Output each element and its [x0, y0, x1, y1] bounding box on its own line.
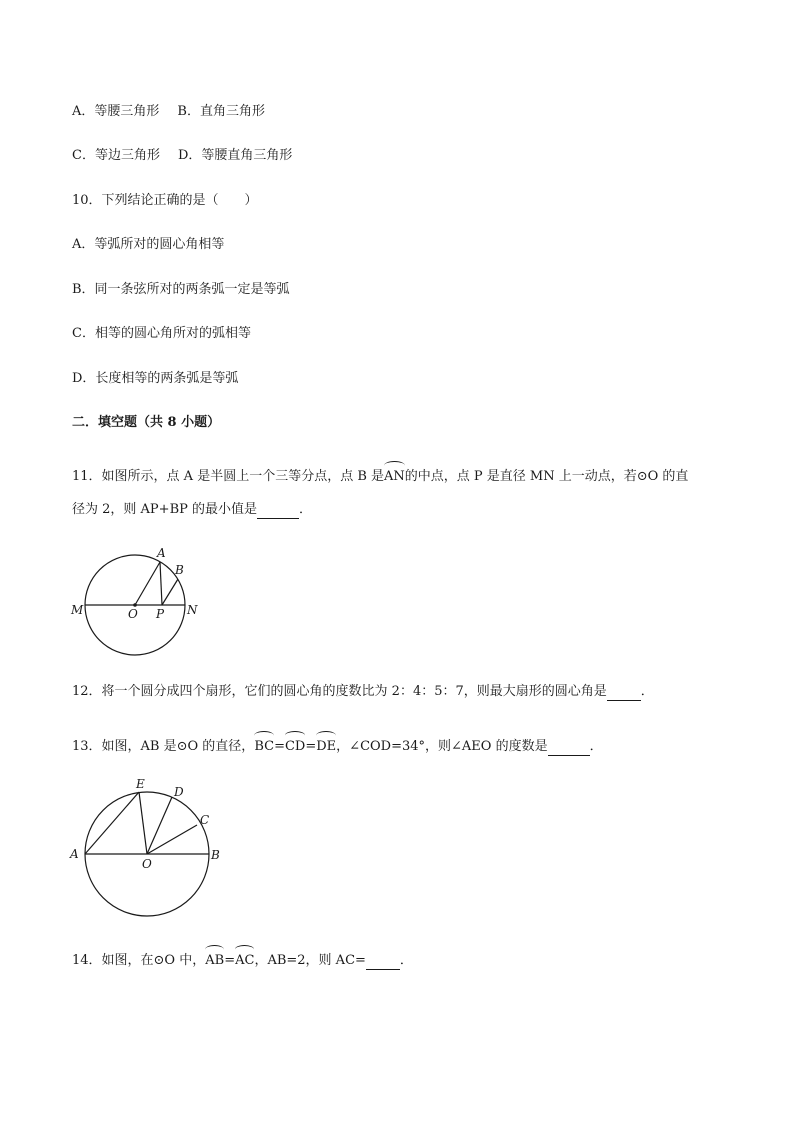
- q11-label-o: O: [128, 607, 138, 621]
- q13-end: ．: [589, 739, 603, 754]
- q11-text-a: 11．如图所示，点 A 是半圆上一个三等分点，点 B 是: [72, 469, 385, 484]
- q13-label-c: C: [200, 813, 210, 827]
- q13-eq-1: =: [274, 739, 285, 754]
- q12-text: 12．将一个圆分成四个扇形，它们的圆心角的度数比为 2：4：5：7，则最大扇形的圆心角是: [72, 684, 607, 699]
- q11-label-b: B: [175, 563, 184, 577]
- q10-option-a: A．等弧所对的圆心角相等: [72, 237, 225, 252]
- q13-label-b: B: [211, 848, 220, 862]
- q11-line-2: [72, 501, 312, 519]
- q11-label-m: M: [71, 603, 84, 617]
- q13-label-e: E: [136, 777, 145, 791]
- q11-figure: [66, 546, 206, 662]
- q13-segment-oe: [139, 792, 147, 854]
- q13-arc-cd: CD: [285, 736, 305, 756]
- q13-arc-de: DE: [316, 736, 336, 756]
- q13-label-d: D: [174, 785, 184, 799]
- q11-segment-ap: [160, 562, 162, 605]
- q10-option-d: D．长度相等的两条弧是等弧: [72, 371, 239, 386]
- q11-segment-oa: [135, 562, 160, 605]
- q12-answer-blank[interactable]: [607, 687, 641, 701]
- q13-line: [72, 736, 603, 756]
- q14-line: [72, 950, 413, 970]
- q13-text-b: ，∠COD=34°，则∠AEO 的度数是: [336, 739, 548, 754]
- q11-arc-an: AN: [384, 466, 405, 486]
- q11-text-b: 的中点，点 P 是直径 MN 上一动点，若⊙O 的直: [404, 469, 689, 484]
- q9-options-row-1: [72, 103, 265, 121]
- q10-option-c: C．相等的圆心角所对的弧相等: [72, 326, 251, 341]
- q12-end: ．: [640, 684, 654, 699]
- q13-figure: [64, 774, 234, 920]
- q13-segment-oc: [147, 825, 197, 854]
- q9-option-a: A．等腰三角形: [72, 104, 160, 119]
- q13-text-a: 13．如图，AB 是⊙O 的直径，: [72, 739, 255, 754]
- q11-answer-blank[interactable]: [257, 505, 299, 519]
- q13-label-a: A: [70, 847, 79, 861]
- q14-arc-ab: AB: [205, 950, 224, 970]
- q14-arc-ac: AC: [235, 950, 254, 970]
- q9-option-d: D．等腰直角三角形: [177, 148, 293, 163]
- q11-label-p: P: [156, 607, 165, 621]
- q9-option-c: C．等边三角形: [72, 148, 160, 163]
- q14-answer-blank[interactable]: [366, 956, 400, 970]
- q11-segment-bp: [162, 579, 178, 605]
- q10-stem: 10．下列结论正确的是（ ）: [72, 193, 258, 208]
- q14-text-a: 14．如图，在⊙O 中，: [72, 953, 206, 968]
- section-title: 二．填空题（共 8 小题）: [72, 415, 221, 430]
- q11-label-a: A: [157, 546, 166, 560]
- q13-answer-blank[interactable]: [548, 742, 590, 756]
- q9-option-b: B．直角三角形: [177, 104, 265, 119]
- q12-line: [72, 683, 654, 701]
- q11-label-n: N: [187, 603, 198, 617]
- q10-option-b: B．同一条弦所对的两条弧一定是等弧: [72, 282, 290, 297]
- q14-eq: =: [224, 953, 236, 968]
- q13-segment-od: [147, 797, 172, 854]
- q11-text-c: 径为 2，则 AP+BP 的最小值是: [72, 502, 257, 517]
- q11-period: ．: [299, 502, 313, 517]
- q14-end: ．: [399, 953, 413, 968]
- q9-options-row-2: [72, 147, 292, 165]
- q13-eq-2: =: [305, 739, 317, 754]
- q11-line-1: [72, 466, 688, 486]
- q13-arc-bc: BC: [254, 736, 274, 756]
- q13-label-o: O: [142, 857, 152, 871]
- q14-text-b: ，AB=2，则 AC=: [254, 953, 366, 968]
